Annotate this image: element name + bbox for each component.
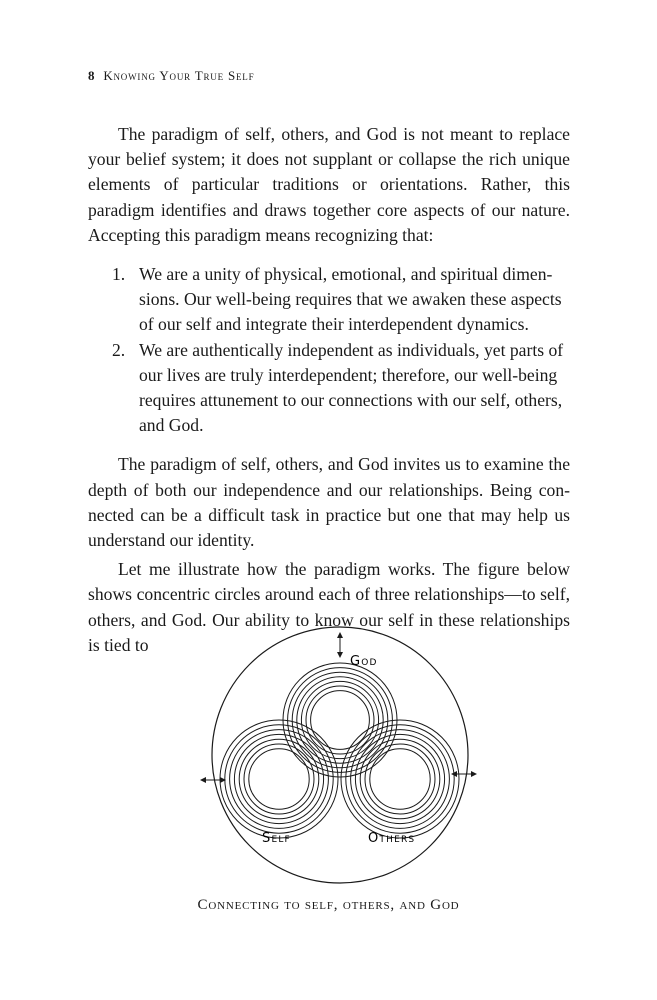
god-ring — [288, 668, 393, 773]
self-ring — [239, 739, 319, 819]
running-head-title: Knowing Your True Self — [103, 68, 255, 83]
others-rings — [341, 720, 459, 838]
others-ring — [341, 720, 459, 838]
god-ring — [306, 686, 374, 754]
god-ring — [297, 677, 383, 763]
list-item-text: We are authentically independent as individuals, yet parts of our lives are truly interdependent; therefore, our well-being requires attunement to our connections with our self, others, and God. — [139, 339, 564, 436]
figure-caption: Connecting to self, others, and God — [197, 897, 460, 913]
paragraph-2: The paradigm of self, others, and God invites us to examine the depth of both our independence and our relationships. Being connected can be a difficult task in practice but one that may help us understand our identity. — [88, 454, 570, 551]
god-label: God — [350, 654, 378, 669]
paragraph-3: Let me illustrate how the paradigm works. The figure below shows concentric circles around each of three relationships—to self, others, and God. Our ability to know our self in these relationships is tied to — [88, 559, 570, 655]
list-item-number: 1. — [112, 264, 126, 285]
self-rings — [220, 720, 338, 838]
others-ring — [355, 734, 444, 823]
god-ring — [283, 663, 397, 777]
page-number: 8 — [88, 68, 96, 83]
self-ring — [220, 720, 338, 838]
god-rings — [283, 663, 397, 777]
figure-diagram — [190, 622, 480, 890]
self-ring — [225, 725, 333, 833]
self-ring — [234, 734, 323, 823]
list-item-text: We are a unity of physical, emotional, and spiritual dimensions. Our well-being requires that we awaken these aspects of our self and integrate their interdependent dynamics. — [139, 264, 562, 335]
others-ring — [360, 739, 440, 819]
body-text — [88, 122, 570, 658]
concentric-circles-figure — [190, 622, 480, 890]
numbered-list — [88, 262, 570, 438]
god-ring — [301, 681, 378, 758]
list-item-number: 2. — [112, 339, 126, 360]
god-ring — [292, 672, 388, 768]
god-ring — [311, 691, 370, 750]
self-ring — [244, 744, 314, 814]
list-item — [88, 262, 570, 338]
others-ring — [370, 749, 430, 809]
others-ring — [365, 744, 435, 814]
others-label: Others — [368, 831, 416, 846]
others-ring — [346, 725, 454, 833]
outer-circle — [212, 627, 468, 883]
paragraph-1: The paradigm of self, others, and God is not meant to replace your belief system; it does not supplant or collapse the rich unique elements of particular traditions or orientations. Rather, this paradigm identifies and draws together core aspects of our nature. Accepting this paradigm means recognizing that: — [88, 124, 570, 245]
self-ring — [249, 749, 309, 809]
running-head — [88, 68, 254, 84]
self-label: Self — [262, 831, 291, 846]
list-item — [88, 338, 570, 439]
